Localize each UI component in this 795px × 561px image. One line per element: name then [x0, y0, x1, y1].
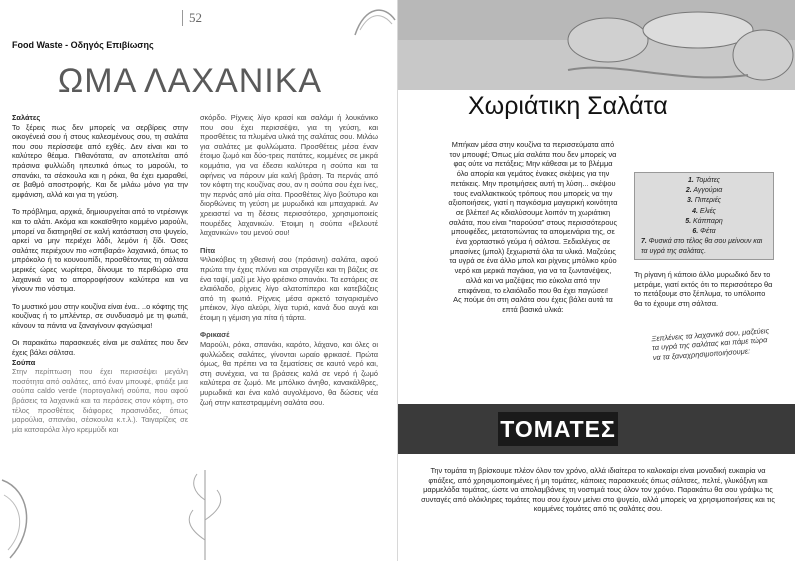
section-heading: Πίτα: [200, 245, 216, 255]
paragraph: Το πρόβλημα, αρχικά, δημιουργείται από το ντρέσινγκ και το αλάτι. Ακόμα και κοκαϊσθητο κομμένο μαρούλι, μπορεί να διατηρηθεί σε καλή κατάσταση στο ψυγείο, αρκεί να μην περιέχει λάδι, λεμόνι ή ξίδι. Όσες σαλάτες περιέχουν πιο «σπιβαρά» λαχανικά, όπως το μπρόκολο ή το κουνουπίδι, προσθέτοντας τη σάλτσα μερικές ώρες νωρίτερα, δίνουμε το περιθώριο στα λαχανικά να το απορροφήσουν καλύτερα και να γίνουν πιο νόστιμα.: [12, 207, 188, 294]
tomato-paragraph: Την τομάτα τη βρίσκουμε πλέον όλον τον χρόνο, αλλά ιδιαίτερα το καλοκαίρι είναι μοναδική ευκαιρία να φτιάξεις, από χρησιμοποιημένες ή μη τομάτες, κάποιες παρασκευές όπως σάλτσες, πελτέ, γλυκόξινη και μαρμελάδα τομάτας, ώστε να απολαμβάνεις τη νοστιμιά τους όλον τον χρόνο. Παρακάτω θα σου γράψω τις συνταγές από ολόκληρες τομάτες που σου έχουν μείνει στο ψυγείο, αλλά μπορείς να χρησιμοποιήσεις και τις κομμένες τομάτες από τις σαλάτες σου.: [421, 466, 775, 514]
paragraph: Μπήκαν μέσα στην κουζίνα τα περισσεύματα από τον μπουφέ; Όπως μία σαλάτα που δεν μπορείς να φας ούτε να πετάξεις; Μην κάθεσαι με το βλέμμα όλο απορία και γεμάτος ένακες σκέψεις για την πετάκεις. Μην προτιμήσεις αυτή τη λύση... σκέψου τους εναλλακτικούς τρόπους που μπορείς να την αξιοποιήσεις, γιατί η παγκόσμια μαγειρική κοινότητα σε βλέπει! Ας κδιαλύσουμε λοιπόν τη χωριάτικη σαλάτα, που είναι "παρούσα" στους περισσότερους μπουφέδες, μετατοπώντας τα απομεινάρια της, σε ένα χορταστικό γεύμα ή σάλτσα. Ξεδιαλέγεις σε μπασίνες (μπολ) ξεχωριστά όλα τα υλικά. Μαζεύεις τα υγρά σε ένα άλλο μπολ και ρίχνεις μπόλικο κρύο νερό και μερικά παγάκια, για να τα ξωντανέψεις, αλλά και να μαζέψεις πιο εύκολα από την επιφάνεια, το ελαιόλαδο που θα έχει παγώσει!: [448, 140, 618, 295]
list-item: 7. Φυσικά στο τέλος θα σου μείνουν και τα υγρά της σαλάτας.: [641, 238, 763, 256]
paragraph: Οι παρακάτω παρασκευές είναι με σαλάτες που δεν έχεις βάλει σάλτσα.: [12, 338, 188, 358]
intro-text: [448, 140, 618, 315]
list-item: 6. Φέτα: [692, 228, 716, 236]
list-item: 1. Τομάτες: [687, 177, 721, 184]
herb-note: Τη ρίγανη ή κάποιο άλλο μυρωδικό δεν το μετράμε, γιατί εκτός ότι το περισσότερο θα το πετάξουμε στο ξέπλυμα, το υπόλοιπο θα το έχουμε στη σάλτσα.: [634, 270, 773, 309]
section-title: ΤΟΜΑΤΕΣ: [498, 412, 618, 446]
paragraph: Στην περίπτωση που έχει περισσέψει μεγάλη ποσότητα από σαλάτες, από έναν μπουφέ, φτιάξε μια σούπα caldo verde (πορτογαλική σούπα, που αφού βράσεις τα λαχανικά και τα περάσεις στον κόφτη, στο τέλος προσθέτεις διάφορες πρασινάδες, όπως μαρούλια, σπανάκι, σέσκουλα κ.τ.λ.). Ταιγαρίζεις σε μία κατσαρόλα λίγο κρεμμύδι και: [12, 367, 188, 434]
text-column-1: [12, 113, 188, 434]
paragraph: Το μυστικό μου στην κουζίνα είναι ένα.. ..ο κόφτης της κουζίνας ή το μπλέντερ, σε συνδυασμό με τη φωτιά, κάνουν τα πάντα να ξαναγίνουν φαγώσιμα!: [12, 301, 188, 330]
page-title: ΩΜΑ ΛΑΧΑΝΙΚΑ: [57, 62, 323, 100]
left-page: [0, 0, 397, 561]
section-heading: Φρικασέ: [200, 330, 230, 340]
paragraph: Μαρούλι, ρόκα, σπανάκι, καρότο, λάχανο, και όλες οι φυλλώδεις σαλάτες, γίνονται ωραίο φρικασέ. Πρώτα όμως, θα πρέπει να τα ξεματίσεις σε καυτό νερό και, στη συνέχεια, να τα βράσεις καλά σε νερό ή ζωμό καλύτερα σε ζωμό. Με μπόλικο άνηθο, κανακάλθρες, μυρωδικά και ένα καλό αυγολέμονο, θα δώσεις νέα ζωή στην κατεστραμμένη σαλάτα σου.: [200, 340, 378, 407]
paragraph: Ψιλοκόβεις τη χθεσινή σου (πράσινη) σαλάτα, αφού πρώτα την έχεις πλύνει και στραγγίξει και τη βάζεις σε ένα ταψί, μαζί με λίγο φρέσκο σπανάκι. Τα εστάρεις σε ελαιόλαδο, ρίχνεις λίγο αλατοπίπερο και κατεβάζεις από τη φωτιά. Ρίχνεις μέσα αρκετό τσιγαρισμένο μπέικον, λίγο αλεύρι, λίγα τυριά, κανά δυο αυγά και έτοιμη η γέμιση για πίτα ή τάρτα.: [200, 255, 378, 322]
list-item: 4. Ελιές: [692, 207, 716, 215]
text-column-2: [200, 113, 378, 407]
page-header: Food Waste - Οδηγός Επιβίωσης: [12, 40, 154, 50]
list-item: 5. Κάππαρη: [685, 217, 723, 225]
section-heading: Σαλάτες: [12, 113, 41, 122]
paragraph: Το ξέρεις πως δεν μπορείς να σερβίρεις στην οικογένειά σου ή στους καλεσμένους σου, τη σαλάτα που σου περίσσεψε από εχθές. Δεν είναι και το καλύτερο θέαμα. Πιθανότατα, αν αποτελείται από πράσινα φυλλώδη ηπευτικά όπως το μαρούλι, το σπανάκι, τα σέσκουλα και η ρόκα, θα έχει εμαραθεί, σε βαθμό αποστροφής. Και δε μιλάω μόνο για την εμφάνιση, αλλά και για τη γεύση.: [12, 122, 188, 199]
herb-sketch-icon: [175, 460, 235, 561]
page-number: 52: [182, 10, 202, 26]
section-heading: Σούπα: [12, 357, 36, 367]
right-page: [397, 0, 795, 561]
list-item: 3. Πιπεριές: [686, 197, 722, 205]
recipe-title: Χωριάτικη Σαλάτα: [468, 92, 668, 120]
ingredients-box: [634, 172, 774, 260]
handwritten-note: Ξεπλένεις τα λαχανικά σου, μαζεύεις τα υγρά της σαλάτας και πάμε τώρα να τα ξαναχρησιμοποιήσουμε:: [651, 325, 770, 362]
vegetable-sketch-top-icon: [350, 0, 397, 40]
paragraph: Ας πούμε ότι στη σαλάτα σου έχεις βάλει αυτά τα επτά βασικά υλικά:: [453, 295, 613, 314]
vegetable-illustration-icon: [548, 0, 795, 90]
paragraph: σκόρδο. Ρίχνεις λίγο κρασί και σαλάμι ή λουκάνικο που σου έχει περισσέψει, για τη γεύση, και προσθέτεις τα πλυμένα υλικά της σαλάτας σου. Μιλάω για σαλάτες με φυλλώματα. Προσθέτεις μέσα έναν έτοιμο ζωμό και δύο-τρεις πατάτες, κομμένες σε μικρά κομμάτια, για να έδεσει καλύτερα η σούπα και τα αφήνεις να πάρουν μία καλή βράση. Τα περνάς από τον κόφτη της κουζίνας σου, αν η σούπα σου έχει ίνες, την περνάς από μία σίτα. Προσθέτεις λίγο βούτυρο και διορθώνεις τη γεύση με μυρωδικά και μπαχαρικά. Αν χρειαστεί να τη δέσεις περισσότερο, χρησιμοποιείς πουρέδες λαχανικών. Έτοιμη η σούπα «βελουτέ λαχανικών» του μενού σου!: [200, 113, 378, 238]
list-item: 2. Αγγούρια: [685, 187, 723, 195]
vegetable-sketch-bottom-icon: [0, 470, 40, 561]
